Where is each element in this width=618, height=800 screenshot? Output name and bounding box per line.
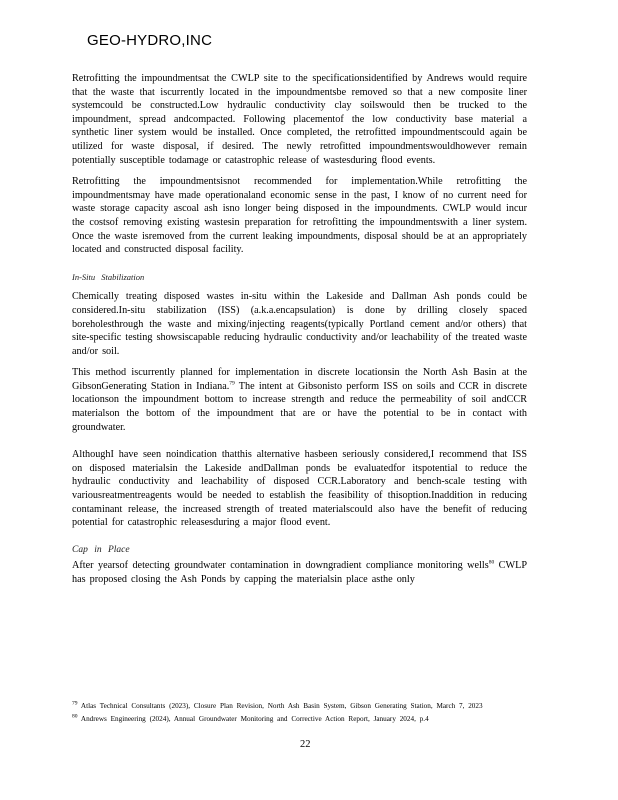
footnote-79-number: 79: [72, 700, 78, 707]
footnote-79-text: Atlas Technical Consultants (2023), Closure Plan Revision, North Ash Basin System, Gibson Generating Station, March 7, 2023: [77, 702, 483, 710]
paragraph-retrofitting-requirements: Retrofitting the impoundmentsat the CWLP site to the specificationsidentified by Andrews would require that the waste that iscurrently located in the impoundmentsbe removed so that a new composite liner systemcould be constructed.Low hydraulic conductivity clay soilswould then be trucked to the impoundment, spread andcompacted. Following placementof the low conductivity base material a synthetic liner system would be installed. Once completed, the retrofitted impoundmentscould again be utilized for waste disposal, if desired. The newly retrofitted impoundmentswouldhowever remain potentially susceptible todamage or catastrophic release of wastesduring flood events.: [72, 73, 527, 166]
paragraph-insitu-gibson-a: This method iscurrently planned for implementation in discrete locationsin the North Ash Basin at the GibsonGenerating Station in Indiana.: [72, 367, 527, 392]
section-heading-insitu: In-Situ Stabilization: [72, 271, 145, 282]
page-number: 22: [300, 739, 311, 750]
paragraph-cap-a: After yearsof detecting groundwater contamination in downgradient compliance monitoring wells: [72, 560, 489, 572]
company-header: GEO-HYDRO,INC: [87, 32, 213, 49]
paragraph-insitu-gibson-b: The intent at Gibsonisto perform ISS on soils and CCR in discrete locationson the impoundment bottom to increase strength and reduce the permeability of soil andCCR materialson the bottom of the impoundment that are or have the potential to be in contact with groundwater.: [72, 380, 527, 433]
footnotes: [72, 701, 532, 727]
paragraph-cap-in-place: [72, 559, 527, 586]
section-heading-cap-in-place: Cap in Place: [72, 544, 130, 555]
paragraph-insitu-chemical: Chemically treating disposed wastes in-situ within the Lakeside and Dallman Ash ponds could be considered.In-situ stabilization (ISS) (a.k.a.encapsulation) is done by drilling closely spaced boreholesthrough the waste and mixing/injecting reagents(typically Portland cement and/or others) that site-specific testing showsiscapable reducing hydraulic conductivity and/or leachability of the treated waste and/or soil.: [72, 291, 527, 357]
paragraph-insitu-gibson: [72, 366, 527, 434]
paragraph-retrofitting-recommendation: Retrofitting the impoundmentsisnot recommended for implementation.While retrofitting the impoundmentsmay have made operationaland economic sense in the past, I know of no current need for waste storage capacity ascoal ash isno longer being disposed in the impoundments. CWLP would incur the costsof removing existing wastesin preparation for retrofitting the impoundmentswith a liner system. Once the waste isremoved from the current leaking impoundments, disposal should be at an appropriately located and constructed disposal facility.: [72, 176, 527, 256]
body-text: [72, 72, 527, 595]
footnote-80: [72, 714, 532, 725]
paragraph-cap-b: CWLP has proposed closing the Ash Ponds by capping the materialsin place asthe only: [72, 560, 527, 585]
footnote-80-number: 80: [72, 713, 78, 720]
footnote-ref-79[interactable]: 79: [229, 380, 235, 387]
footnote-80-text: Andrews Engineering (2024), Annual Groundwater Monitoring and Corrective Action Report, January 2024, p.4: [77, 715, 429, 723]
footnote-79: [72, 701, 532, 712]
footnote-ref-80[interactable]: 80: [488, 560, 495, 567]
paragraph-insitu-recommendation: AlthoughI have seen noindication thatthis alternative hasbeen seriously considered,I recommend that ISS on disposed materialsin the Lakeside andDallman ponds be evaluatedfor itspotential to reduce the hydraulic conductivity and leachability of disposed CCR.Laboratory and bench-scale testing with variousreatmentreagents would be needed to establish the feasibility of thisoption.Inaddition in reducing contaminant release, the increased strength of treated materialscould also have the benefit of reducing potential for catastrophic releasesduring a major flood event.: [72, 449, 527, 529]
